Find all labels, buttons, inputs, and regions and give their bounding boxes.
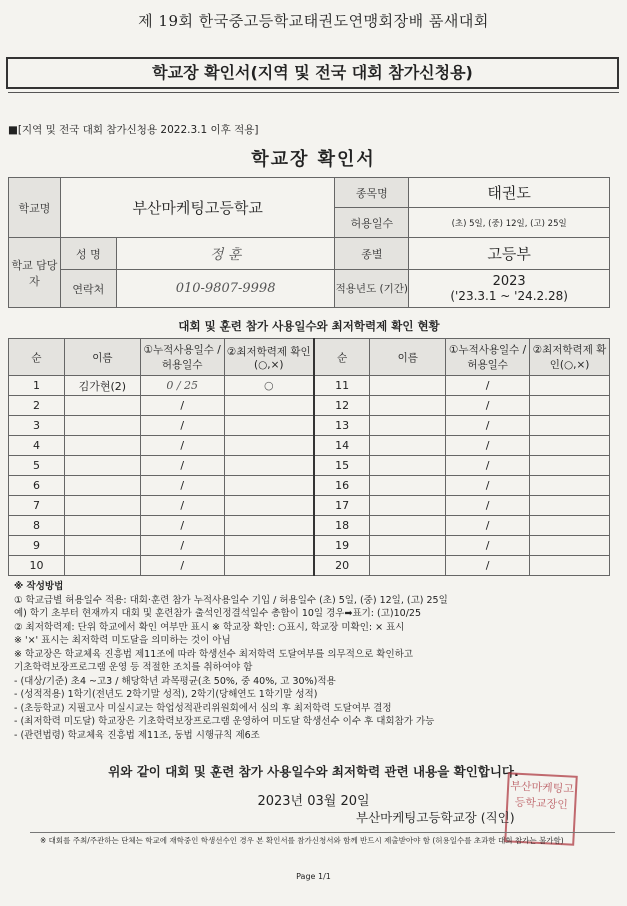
table-header xyxy=(9,339,610,376)
official-seal: 부산마케팅고등학교장인 xyxy=(504,772,578,846)
instruction-line: - (관련법령) 학교체육 진흥법 제11조, 동법 시행규칙 제6조 xyxy=(14,729,260,741)
row-name xyxy=(370,436,446,456)
row-no: 10 xyxy=(9,556,65,576)
row-name: 김가현(2) xyxy=(64,376,140,396)
row-min xyxy=(530,456,610,476)
table-row xyxy=(9,476,610,496)
divider xyxy=(30,832,615,833)
row-no: 12 xyxy=(314,396,370,416)
row-no: 15 xyxy=(314,456,370,476)
row-name xyxy=(370,456,446,476)
row-no: 11 xyxy=(314,376,370,396)
row-days: / xyxy=(446,456,530,476)
row-no: 13 xyxy=(314,416,370,436)
header-min: ②최저학력제 확인(○,×) xyxy=(530,339,610,376)
row-no: 7 xyxy=(9,496,65,516)
row-no: 6 xyxy=(9,476,65,496)
row-min xyxy=(224,436,314,456)
row-min xyxy=(224,396,314,416)
participant-table xyxy=(8,338,610,576)
row-min xyxy=(224,496,314,516)
footnote: ※ 대회를 주최/주관하는 단체는 학교에 재학중인 학생선수인 경우 본 확인서를 참가신청서와 함께 반드시 제출받아야 함 (허용일수를 초과한 대회 참가는 불가함) xyxy=(40,836,564,845)
instructions xyxy=(14,580,614,742)
row-name xyxy=(64,436,140,456)
category-value: 고등부 xyxy=(409,238,610,270)
row-name xyxy=(64,456,140,476)
table-row xyxy=(9,516,610,536)
row-days: / xyxy=(140,536,224,556)
instruction-line: ② 최저학력제: 단위 학교에서 확인 여부만 표시 ※ 학교장 확인: ○표시, 학교장 미확인: × 표시 xyxy=(14,621,405,633)
row-min xyxy=(530,396,610,416)
row-days: / xyxy=(140,416,224,436)
row-name xyxy=(64,536,140,556)
instruction-line: ※ 학교장은 학교체육 진흥법 제11조에 따라 학생선수 최저학력 도달여부를 의무적으로 확인하고 xyxy=(14,648,413,660)
row-no: 16 xyxy=(314,476,370,496)
instruction-line: 예) 학기 초부터 현재까지 대회 및 훈련참가 출석인정결석일수 총합이 10일 경우➡표기: (고)10/25 xyxy=(14,608,421,619)
list-title: 대회 및 훈련 참가 사용일수와 최저학력제 확인 현황 xyxy=(178,319,440,333)
table-row xyxy=(9,456,610,476)
row-days: / xyxy=(446,436,530,456)
staff-label: 학교 담당자 xyxy=(9,238,61,308)
table-row xyxy=(9,536,610,556)
form-title: 학교장 확인서(지역 및 전국 대회 참가신청용) xyxy=(6,57,619,89)
header-days: ①누적사용일수 /허용일수 xyxy=(140,339,224,376)
period-value: ('23.3.1 ~ '24.2.28) xyxy=(450,288,568,303)
row-no: 2 xyxy=(9,396,65,416)
category-label: 종별 xyxy=(335,238,409,270)
instruction-line: ※ '×' 표시는 최저학력 미도달을 의미하는 것이 아님 xyxy=(14,635,231,646)
row-min xyxy=(224,416,314,436)
instruction-line: - (초등학교) 지필고사 미실시교는 학업성적관리위원회에서 심의 후 최저학력 도달여부 결정 xyxy=(14,702,392,714)
row-days: / xyxy=(140,496,224,516)
row-min xyxy=(530,416,610,436)
row-name xyxy=(370,536,446,556)
event-title: 제 19회 한국중고등학교태권도연맹회장배 품새대회 xyxy=(138,12,489,30)
page-number: Page 1/1 xyxy=(296,872,331,881)
event-label: 종목명 xyxy=(335,178,409,208)
row-days: / xyxy=(140,516,224,536)
row-no: 20 xyxy=(314,556,370,576)
row-no: 3 xyxy=(9,416,65,436)
table-row xyxy=(9,396,610,416)
row-days: / xyxy=(140,556,224,576)
row-name xyxy=(370,376,446,396)
row-name xyxy=(370,396,446,416)
instruction-line: - (최저학력 미도달) 학교장은 기초학력보장프로그램 운영하여 미도달 학생선수 이수 후 대회참가 가능 xyxy=(14,716,435,727)
row-name xyxy=(64,516,140,536)
instruction-line: - (대상/기준) 초4 ~고3 / 해당학년 과목평균(초 50%, 중 40%, 고 30%)적용 xyxy=(14,675,336,687)
row-days: / xyxy=(446,556,530,576)
issue-date: 2023년 03월 20일 xyxy=(257,794,370,809)
row-no: 19 xyxy=(314,536,370,556)
year-value: 2023 xyxy=(492,273,526,289)
year-label: 적용년도 (기간) xyxy=(335,270,409,308)
row-no: 8 xyxy=(9,516,65,536)
row-no: 14 xyxy=(314,436,370,456)
row-days: / xyxy=(446,476,530,496)
header-name: 이름 xyxy=(64,339,140,376)
row-name xyxy=(64,556,140,576)
row-name xyxy=(64,396,140,416)
row-min xyxy=(530,476,610,496)
header-no: 순 xyxy=(314,339,370,376)
school-label: 학교명 xyxy=(9,178,61,238)
row-min xyxy=(530,556,610,576)
table-row xyxy=(9,496,610,516)
doc-title: 학교장 확인서 xyxy=(251,149,376,170)
row-no: 4 xyxy=(9,436,65,456)
instructions-title: ※ 작성방법 xyxy=(14,581,64,592)
divider xyxy=(8,92,619,93)
header-no: 순 xyxy=(9,339,65,376)
instruction-line: 기초학력보장프로그램 운영 등 적절한 조치를 취하여야 함 xyxy=(14,662,253,673)
table-row xyxy=(9,556,610,576)
row-name xyxy=(370,556,446,576)
year-cell xyxy=(409,270,610,308)
row-days: / xyxy=(446,496,530,516)
header-days: ①누적사용일수 /허용일수 xyxy=(446,339,530,376)
info-table xyxy=(8,177,610,308)
row-days: / xyxy=(446,396,530,416)
row-name xyxy=(370,476,446,496)
confirmation-text: 위와 같이 대회 및 훈련 참가 사용일수와 최저학력 관련 내용을 확인합니다. xyxy=(108,764,519,779)
row-name xyxy=(64,476,140,496)
contact-label: 연락처 xyxy=(60,270,116,308)
allowed-days-value: (초) 5일, (중) 12일, (고) 25일 xyxy=(409,208,610,238)
table-row xyxy=(9,436,610,456)
row-days: 0 / 25 xyxy=(140,376,224,396)
row-name xyxy=(370,516,446,536)
row-no: 17 xyxy=(314,496,370,516)
row-min xyxy=(224,456,314,476)
header-name: 이름 xyxy=(370,339,446,376)
instruction-line: ① 학교급별 허용일수 적용: 대회·훈련 참가 누적사용일수 기입 / 허용일수 (초) 5일, (중) 12일, (고) 25일 xyxy=(14,594,448,606)
event-value: 태권도 xyxy=(409,178,610,208)
row-no: 9 xyxy=(9,536,65,556)
name-value: 정 훈 xyxy=(116,238,335,270)
table-row xyxy=(9,376,610,396)
row-min xyxy=(530,516,610,536)
instruction-line: - (성적적용) 1학기(전년도 2학기말 성적), 2학기(당해연도 1학기말 성적) xyxy=(14,689,318,700)
applicability-note: ■[지역 및 전국 대회 참가신청용 2022.3.1 이후 적용] xyxy=(8,124,259,136)
header-min: ②최저학력제 확인(○,×) xyxy=(224,339,314,376)
row-no: 1 xyxy=(9,376,65,396)
row-name xyxy=(64,496,140,516)
principal-signature: 부산마케팅고등학교장 (직인) xyxy=(356,810,515,825)
row-days: / xyxy=(446,516,530,536)
row-min xyxy=(530,376,610,396)
row-days: / xyxy=(140,456,224,476)
row-min: ○ xyxy=(224,376,314,396)
row-min xyxy=(224,556,314,576)
row-days: / xyxy=(446,416,530,436)
row-min xyxy=(224,516,314,536)
row-min xyxy=(224,536,314,556)
table-row xyxy=(9,416,610,436)
row-name xyxy=(64,416,140,436)
row-no: 18 xyxy=(314,516,370,536)
contact-value: 010-9807-9998 xyxy=(116,270,335,308)
row-min xyxy=(530,536,610,556)
row-days: / xyxy=(140,476,224,496)
row-no: 5 xyxy=(9,456,65,476)
name-label: 성 명 xyxy=(60,238,116,270)
row-min xyxy=(224,476,314,496)
row-name xyxy=(370,496,446,516)
school-name: 부산마케팅고등학교 xyxy=(60,178,335,238)
row-min xyxy=(530,436,610,456)
row-days: / xyxy=(446,536,530,556)
allowed-days-label: 허용일수 xyxy=(335,208,409,238)
row-name xyxy=(370,416,446,436)
row-days: / xyxy=(446,376,530,396)
row-days: / xyxy=(140,396,224,416)
row-min xyxy=(530,496,610,516)
row-days: / xyxy=(140,436,224,456)
